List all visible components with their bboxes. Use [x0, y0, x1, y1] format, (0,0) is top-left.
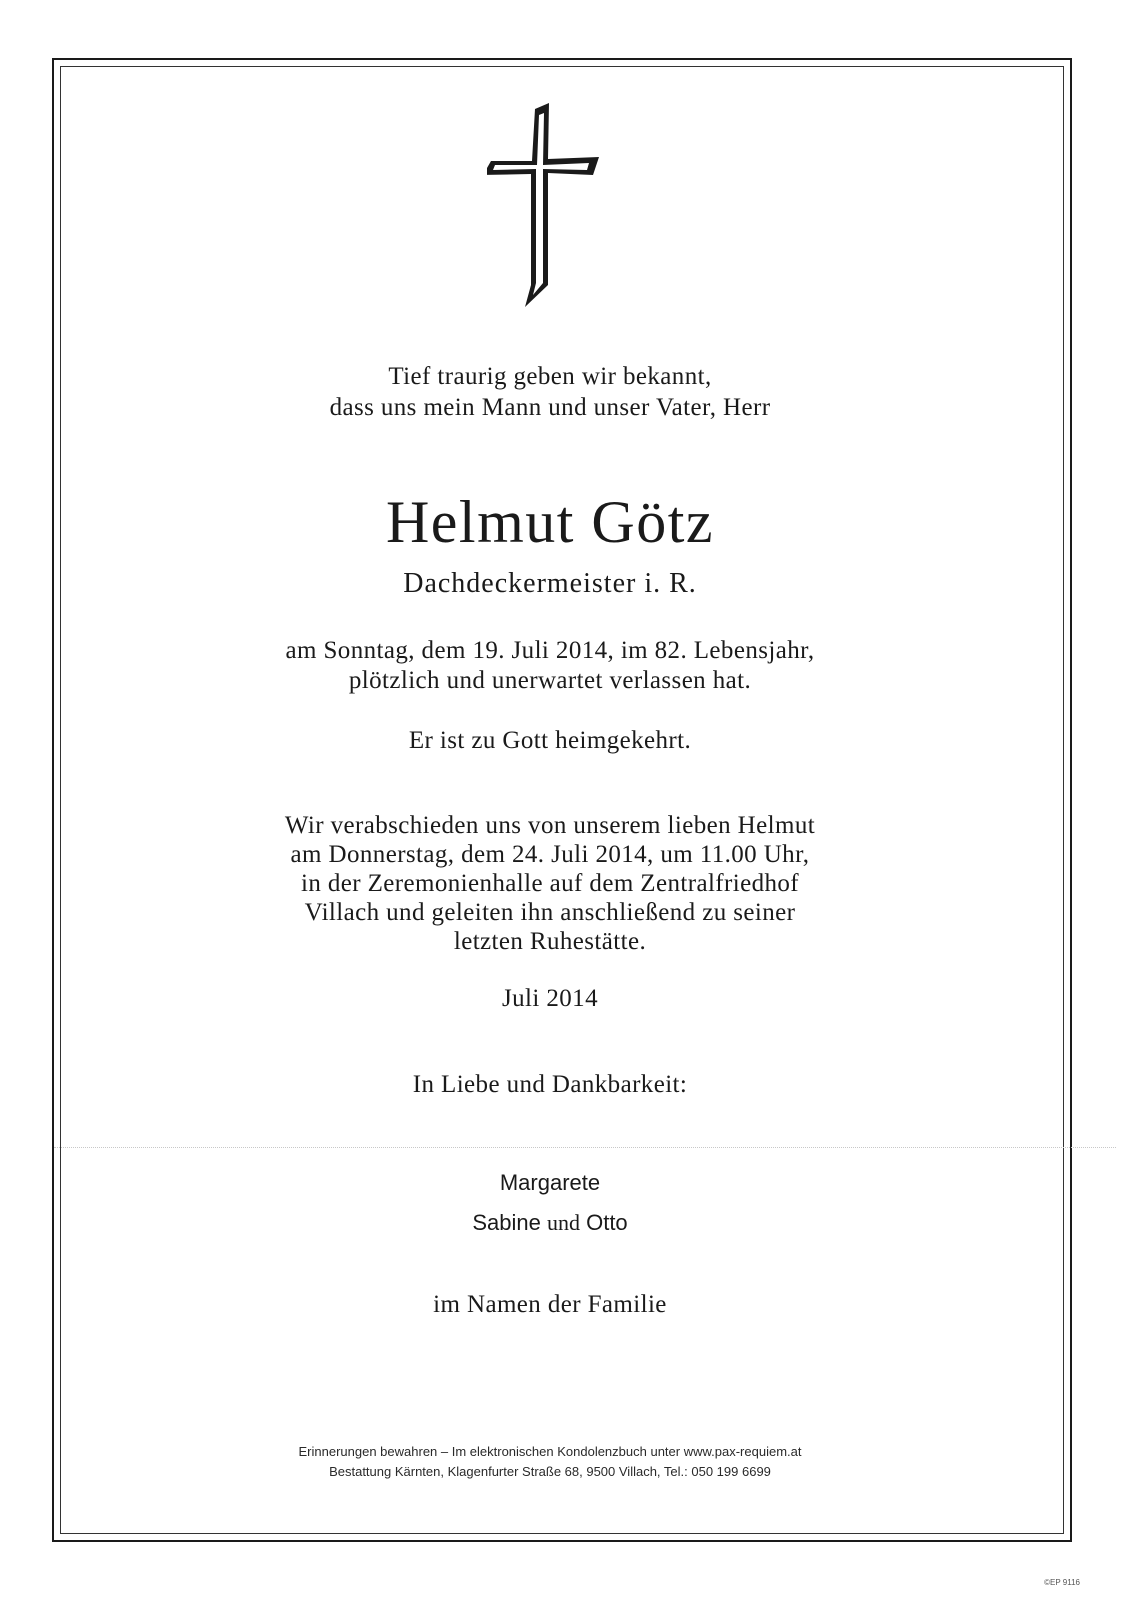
farewell-line-4: Villach und geleiten ihn anschließend zu seiner — [304, 899, 796, 926]
farewell-line-2: am Donnerstag, dem 24. Juli 2014, um 11.00 Uhr, — [290, 841, 810, 868]
death-line-1: am Sonntag, dem 19. Juli 2014, im 82. Lebensjahr, — [285, 637, 815, 664]
farewell-line-3: in der Zeremonienhalle auf dem Zentralfriedhof — [300, 870, 800, 897]
footer-condolence-line: Erinnerungen bewahren – Im elektronischen Kondolenzbuch unter www.pax-requiem.at — [298, 1444, 802, 1459]
mourner-second-a: Sabine — [472, 1210, 541, 1235]
intro-line-2: dass uns mein Mann und unser Vater, Herr — [329, 394, 771, 421]
cross-icon — [487, 103, 613, 308]
notice-date: Juli 2014 — [502, 985, 598, 1012]
family-line: im Namen der Familie — [433, 1291, 667, 1318]
deceased-profession: Dachdeckermeister i. R. — [403, 568, 697, 599]
mourner-second-b: Otto — [586, 1210, 628, 1235]
fold-line — [54, 1147, 1116, 1148]
mourner-second — [150, 1212, 950, 1234]
intro-line-1: Tief traurig geben wir bekannt, — [388, 363, 712, 390]
farewell-line-5: letzten Ruhestätte. — [453, 928, 647, 955]
death-line-2: plötzlich und unerwartet verlassen hat. — [348, 667, 752, 694]
mourner-first: Margarete — [499, 1170, 601, 1195]
farewell-line-1: Wir verabschieden uns von unserem lieben Helmut — [284, 812, 816, 839]
mourner-conjunction: und — [546, 1210, 580, 1235]
gratitude-line: In Liebe und Dankbarkeit: — [412, 1071, 688, 1098]
form-code: ©EP 9116 — [1044, 1578, 1080, 1587]
deceased-name: Helmut Götz — [385, 489, 715, 555]
faith-line: Er ist zu Gott heimgekehrt. — [408, 727, 692, 754]
footer-funeral-home-line: Bestattung Kärnten, Klagenfurter Straße 68, 9500 Villach, Tel.: 050 199 6699 — [329, 1464, 771, 1479]
